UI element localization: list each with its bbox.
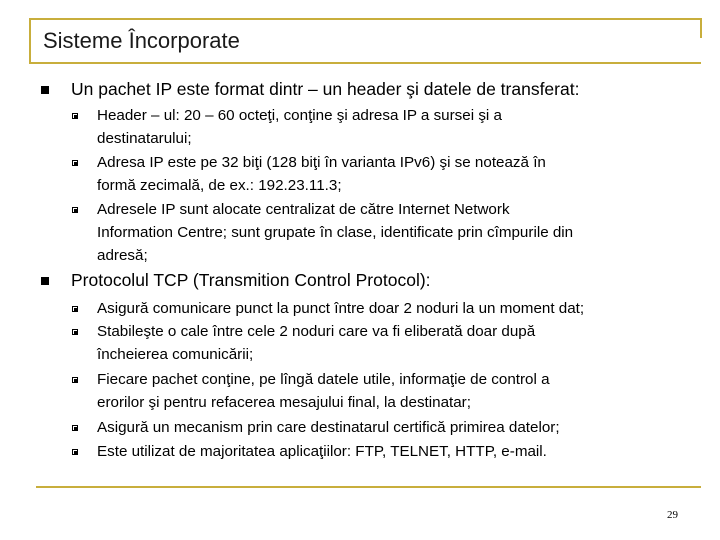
section-heading-2: Protocolul TCP (Transmition Control Protocol): bbox=[71, 270, 431, 290]
list-item: Adresele IP sunt alocate centralizat de către Internet Network Information Centre; sunt grupate în clase, identificate prin cîmpurile din adresă; bbox=[97, 201, 574, 264]
list-item: Stabileşte o cale între cele 2 noduri care va fi eliberată doar după încheierea comunicării; bbox=[97, 323, 536, 363]
list-item: Fiecare pachet conţine, pe lîngă datele utile, informaţie de control a erorilor şi pentru refacerea mesajului final, la destinatar; bbox=[97, 371, 550, 411]
hollow-square-bullet-icon bbox=[72, 425, 78, 431]
list-item: Este utilizat de majoritatea aplicaţiilor: FTP, TELNET, HTTP, e-mail. bbox=[97, 443, 547, 460]
footer-divider bbox=[36, 486, 701, 488]
list-item: Asigură comunicare punct la punct între doar 2 noduri la un moment dat; bbox=[97, 300, 585, 317]
hollow-square-bullet-icon bbox=[72, 160, 78, 166]
hollow-square-bullet-icon bbox=[72, 113, 78, 119]
square-bullet-icon bbox=[41, 277, 49, 285]
title-frame-corner bbox=[700, 18, 702, 38]
hollow-square-bullet-icon bbox=[72, 207, 78, 213]
section-heading-1: Un pachet IP este format dintr – un header şi datele de transferat: bbox=[71, 79, 580, 99]
square-bullet-icon bbox=[41, 86, 49, 94]
hollow-square-bullet-icon bbox=[72, 306, 78, 312]
list-item: Asigură un mecanism prin care destinatarul certifică primirea datelor; bbox=[97, 419, 560, 436]
page-number: 29 bbox=[667, 509, 678, 521]
hollow-square-bullet-icon bbox=[72, 329, 78, 335]
hollow-square-bullet-icon bbox=[72, 377, 78, 383]
list-item: Header – ul: 20 – 60 octeţi, conţine şi adresa IP a sursei şi a destinatarului; bbox=[97, 107, 502, 147]
hollow-square-bullet-icon bbox=[72, 449, 78, 455]
slide-title: Sisteme Încorporate bbox=[43, 28, 240, 53]
list-item: Adresa IP este pe 32 biţi (128 biţi în varianta IPv6) şi se notează în formă zecimală, de ex.: 192.23.11.3; bbox=[97, 154, 546, 194]
